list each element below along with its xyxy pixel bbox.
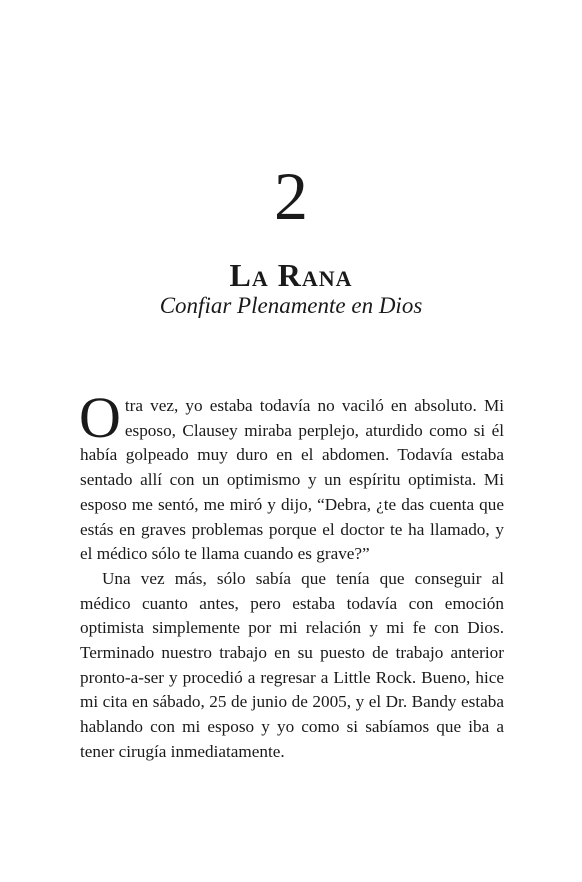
- paragraph-1: [79, 385, 504, 567]
- paragraph-1-text: tra vez, yo estaba todavía no vaciló en absoluto. Mi esposo, Clausey miraba perplejo, aturdido como si él había golpeado muy duro en el abdomen. Todavía estaba sentado allí con un optimismo y un espíritu optimista. Mi esposo me sentó, me miró y dijo, “Debra, ¿te das cuenta que estás en graves problemas porque el doctor te ha llamado, y el médico sólo te llama cuando es grave?”: [80, 396, 504, 564]
- chapter-body: [79, 385, 504, 765]
- chapter-subtitle: Confiar Plenamente en Dios: [159, 293, 423, 318]
- chapter-number: 2: [274, 158, 308, 234]
- drop-cap: O: [79, 385, 121, 450]
- paragraph-2-text: Una vez más, sólo sabía que tenía que conseguir al médico cuanto antes, pero estaba todavía con emoción optimista simplemente por mi relación y mi fe con Dios. Terminado nuestro trabajo en su puesto de trabajo anterior pronto-a-ser y procedió a regresar a Little Rock. Bueno, hice mi cita en sábado, 25 de junio de 2005, y el Dr. Bandy estaba hablando con mi esposo y yo como si sabíamos que iba a tener cirugía inmediatamente.: [80, 568, 504, 761]
- chapter-title: La Rana: [229, 257, 353, 293]
- paragraph-2: [80, 567, 504, 765]
